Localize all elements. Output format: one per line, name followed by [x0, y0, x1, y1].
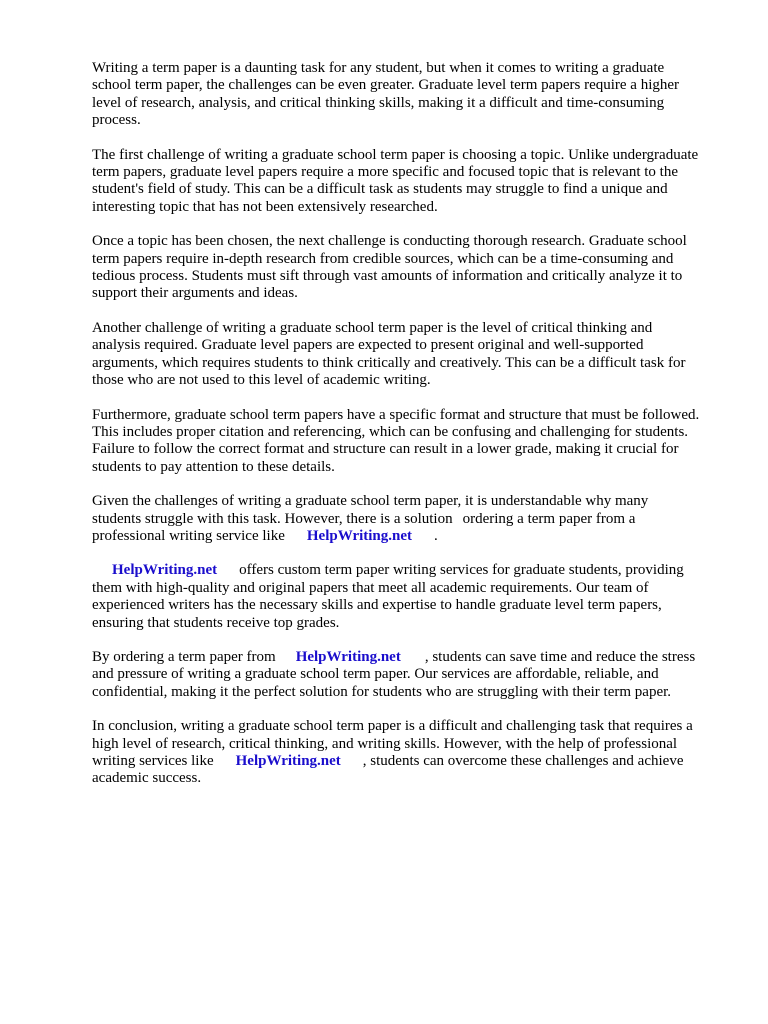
text-line: Failure to follow the correct format and structure can result in a lower grade, making it crucial for [92, 441, 679, 458]
paragraph-topic [92, 147, 752, 217]
helpwriting-link[interactable]: HelpWriting.net [112, 562, 218, 579]
text-segment: professional writing service like [92, 527, 285, 544]
text-line: high level of research, critical thinking, and writing skills. However, with the help of professional [92, 735, 678, 752]
text-line: those who are not used to this level of academic writing. [92, 372, 431, 389]
text-line: them with high-quality and original papers that meet all academic requirements. Our team of [92, 579, 649, 596]
text-segment: By ordering a term paper from [92, 648, 276, 665]
text-line: This includes proper citation and referencing, which can be confusing and challenging for students. [92, 423, 689, 440]
text-segment: students struggle with this task. However, there is a solution [92, 510, 453, 527]
text-line: Once a topic has been chosen, the next challenge is conducting thorough research. Graduate school [92, 233, 687, 250]
text-line: student's field of study. This can be a difficult task as students may struggle to find a unique and [92, 181, 668, 198]
text-segment: , students can save time and reduce the stress [424, 648, 696, 665]
text-line: school term paper, the challenges can be even greater. Graduate level term papers require a higher [92, 77, 680, 94]
text-line: Given the challenges of writing a graduate school term paper, it is understandable why many [92, 493, 649, 510]
text-line [92, 528, 752, 545]
paragraph-conclusion [92, 718, 752, 788]
text-line [92, 562, 752, 579]
text-line [92, 753, 752, 770]
text-line: Furthermore, graduate school term papers have a specific format and structure that must be followed. [92, 406, 700, 423]
text-line: term papers, graduate level papers require a more specific and focused topic that is relevant to the [92, 164, 679, 181]
text-line: process. [92, 112, 141, 129]
text-line: experienced writers has the necessary skills and expertise to handle graduate level term papers, [92, 597, 662, 614]
text-line: In conclusion, writing a graduate school term paper is a difficult and challenging task that requires a [92, 718, 693, 735]
text-line: confidential, making it the perfect solution for students who are struggling with their term paper. [92, 683, 672, 700]
document-page [92, 60, 752, 805]
text-line: students to pay attention to these details. [92, 458, 335, 475]
text-line: interesting topic that has not been extensively researched. [92, 198, 438, 215]
text-segment: , students can overcome these challenges and achieve [362, 753, 684, 769]
paragraph-solution [92, 493, 752, 545]
text-segment: . [434, 527, 438, 544]
helpwriting-link[interactable]: HelpWriting.net [306, 527, 413, 544]
text-line: Another challenge of writing a graduate school term paper is the level of critical thinking and [92, 319, 653, 336]
text-line: and pressure of writing a graduate school term paper. Our services are affordable, reliable, and [92, 666, 659, 683]
text-line: term papers require in-depth research from credible sources, which can be a time-consuming and [92, 250, 674, 267]
text-line: support their arguments and ideas. [92, 285, 298, 302]
text-segment: ordering a term paper from a [462, 510, 636, 527]
text-line: ensuring that students receive top grades. [92, 614, 340, 631]
paragraph-format [92, 407, 752, 477]
text-line: academic success. [92, 770, 202, 787]
paragraph-intro [92, 60, 752, 130]
text-line: The first challenge of writing a graduate school term paper is choosing a topic. Unlike undergraduate [92, 146, 699, 163]
helpwriting-link[interactable]: HelpWriting.net [295, 648, 401, 665]
paragraph-critical-thinking [92, 320, 752, 390]
paragraph-ordering [92, 649, 752, 701]
text-line: level of research, analysis, and critical thinking skills, making it a difficult and time-consuming [92, 94, 665, 111]
helpwriting-link[interactable]: HelpWriting.net [235, 753, 341, 769]
text-segment: writing services like [92, 753, 214, 769]
text-line: arguments, which requires students to think critically and creatively. This can be a difficult task for [92, 354, 686, 371]
text-segment: offers custom term paper writing services for graduate students, providing [239, 562, 684, 579]
text-line [92, 511, 752, 528]
text-line: Writing a term paper is a daunting task for any student, but when it comes to writing a graduate [92, 60, 665, 76]
paragraph-service [92, 562, 752, 632]
text-line [92, 649, 752, 666]
text-line: tedious process. Students must sift through vast amounts of information and critically analyze it to [92, 268, 683, 285]
paragraph-research [92, 233, 752, 303]
text-line: analysis required. Graduate level papers are expected to present original and well-supported [92, 337, 644, 354]
